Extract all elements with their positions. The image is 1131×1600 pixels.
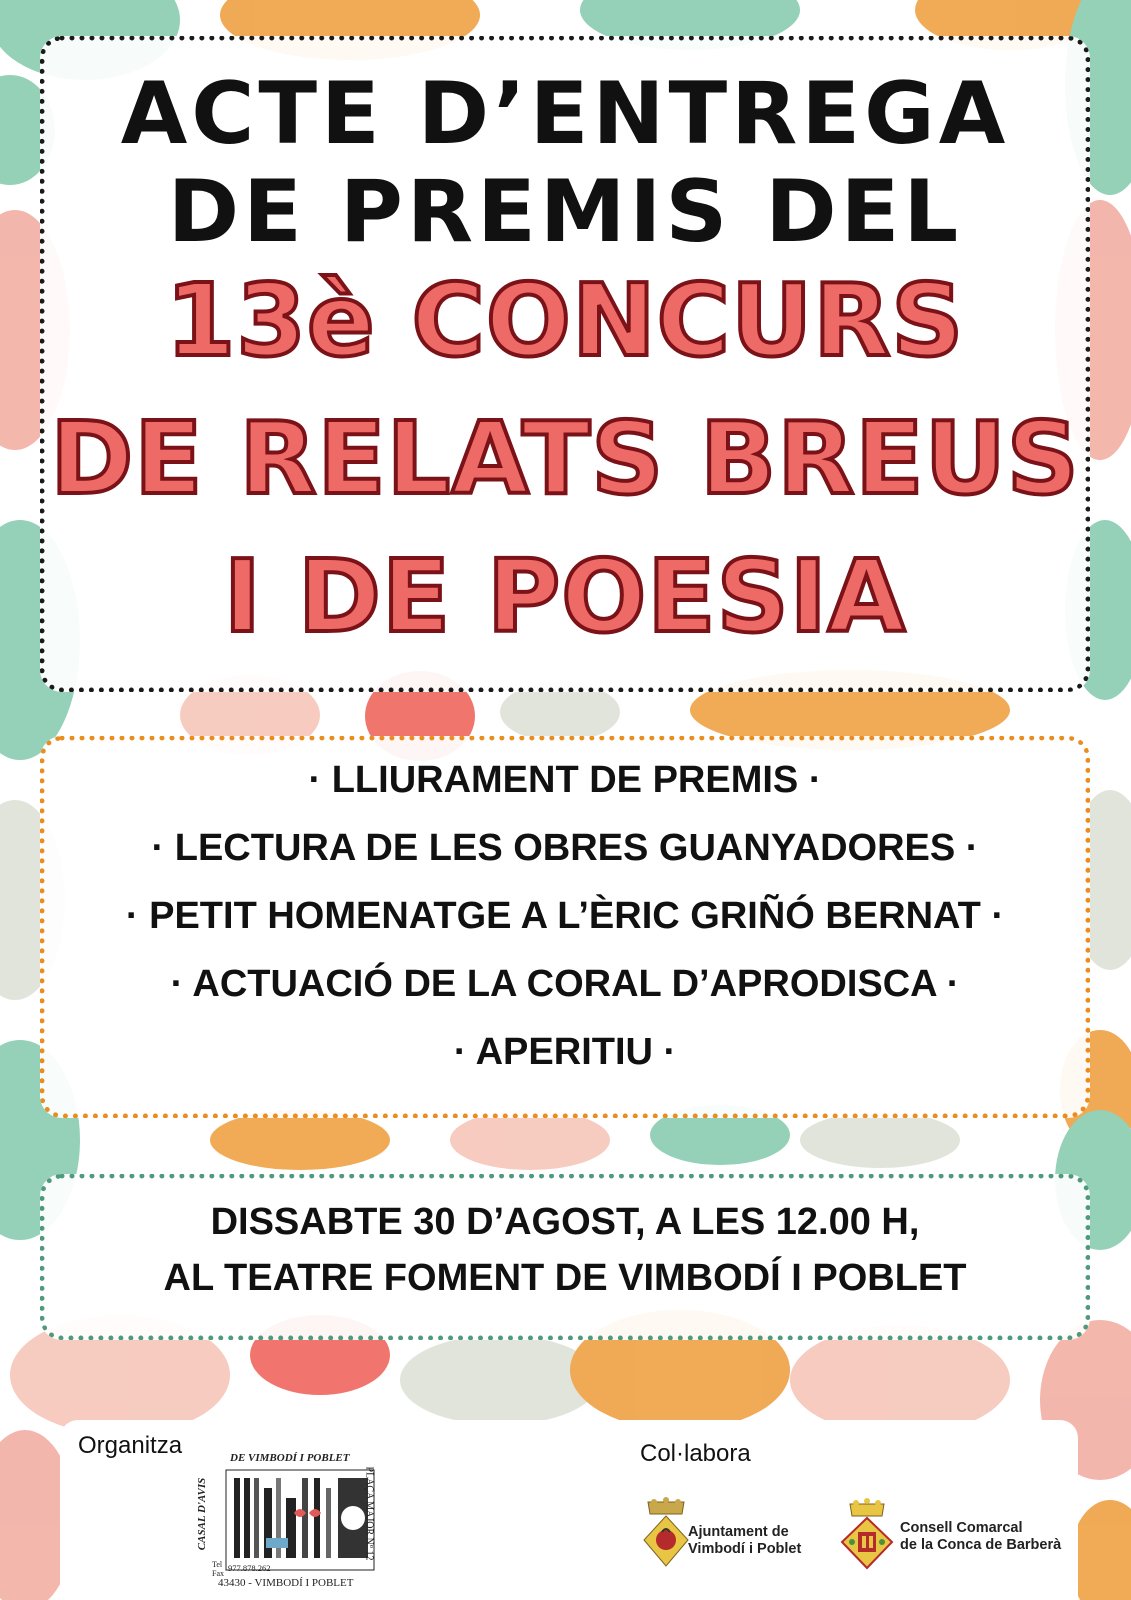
casal-phone-number: 977.878.262 [228,1563,271,1573]
casal-address: 43430 - VIMBODÍ I POBLET [218,1577,354,1589]
event-venue-line: AL TEATRE FOMENT DE VIMBODÍ I POBLET [163,1257,967,1299]
consell-name-line2: de la Conca de Barberà [900,1537,1062,1553]
title-line-2: DE PREMIS DEL [167,162,963,262]
casal-phone-block [212,1560,224,1578]
casal-arc-text: DE VIMBODÍ I POBLET [230,1452,350,1464]
activity-item: · PETIT HOMENATGE A L’ÈRIC GRIÑÓ BERNAT · [125,895,1005,937]
ajuntament-name-line1: Ajuntament de [688,1524,789,1540]
activity-item: · LLIURAMENT DE PREMIS · [308,759,822,801]
activity-item: · APERITIU · [453,1031,677,1073]
title-line-1: ACTE D’ENTREGA [120,64,1010,164]
activities-panel [40,736,1090,1118]
title-line-4: DE RELATS BREUS [50,400,1080,517]
casal-right-text: PLAÇA MAJOR Nº 12 [363,1466,375,1561]
event-details-panel [40,1174,1090,1340]
consell-comarcal-logo [838,1494,1088,1574]
consell-name-line1: Consell Comarcal [900,1520,1023,1536]
casal-fax-label: Fax [212,1569,224,1578]
title-line-5: I DE POESIA [223,538,907,655]
casal-avis-logo [196,1452,399,1593]
activity-item: · LECTURA DE LES OBRES GUANYADORES · [151,827,979,869]
consell-shield-icon [838,1494,896,1574]
activity-item: · ACTUACIÓ DE LA CORAL D’APRODISCA · [170,963,960,1005]
title-line-3: 13è CONCURS [165,262,965,379]
ajuntament-shield-icon [640,1496,692,1572]
organiza-label: Organitza [78,1432,183,1459]
collabora-label: Col·labora [640,1440,751,1467]
ajuntament-vimbodi-logo [640,1496,840,1576]
event-date-line: DISSABTE 30 D’AGOST, A LES 12.00 H, [210,1201,920,1243]
ajuntament-name-line2: Vimbodí i Poblet [688,1541,802,1557]
casal-tel-label: Tel [212,1560,223,1569]
casal-left-text: CASAL D'AVIS [196,1477,209,1551]
title-panel [40,36,1090,692]
